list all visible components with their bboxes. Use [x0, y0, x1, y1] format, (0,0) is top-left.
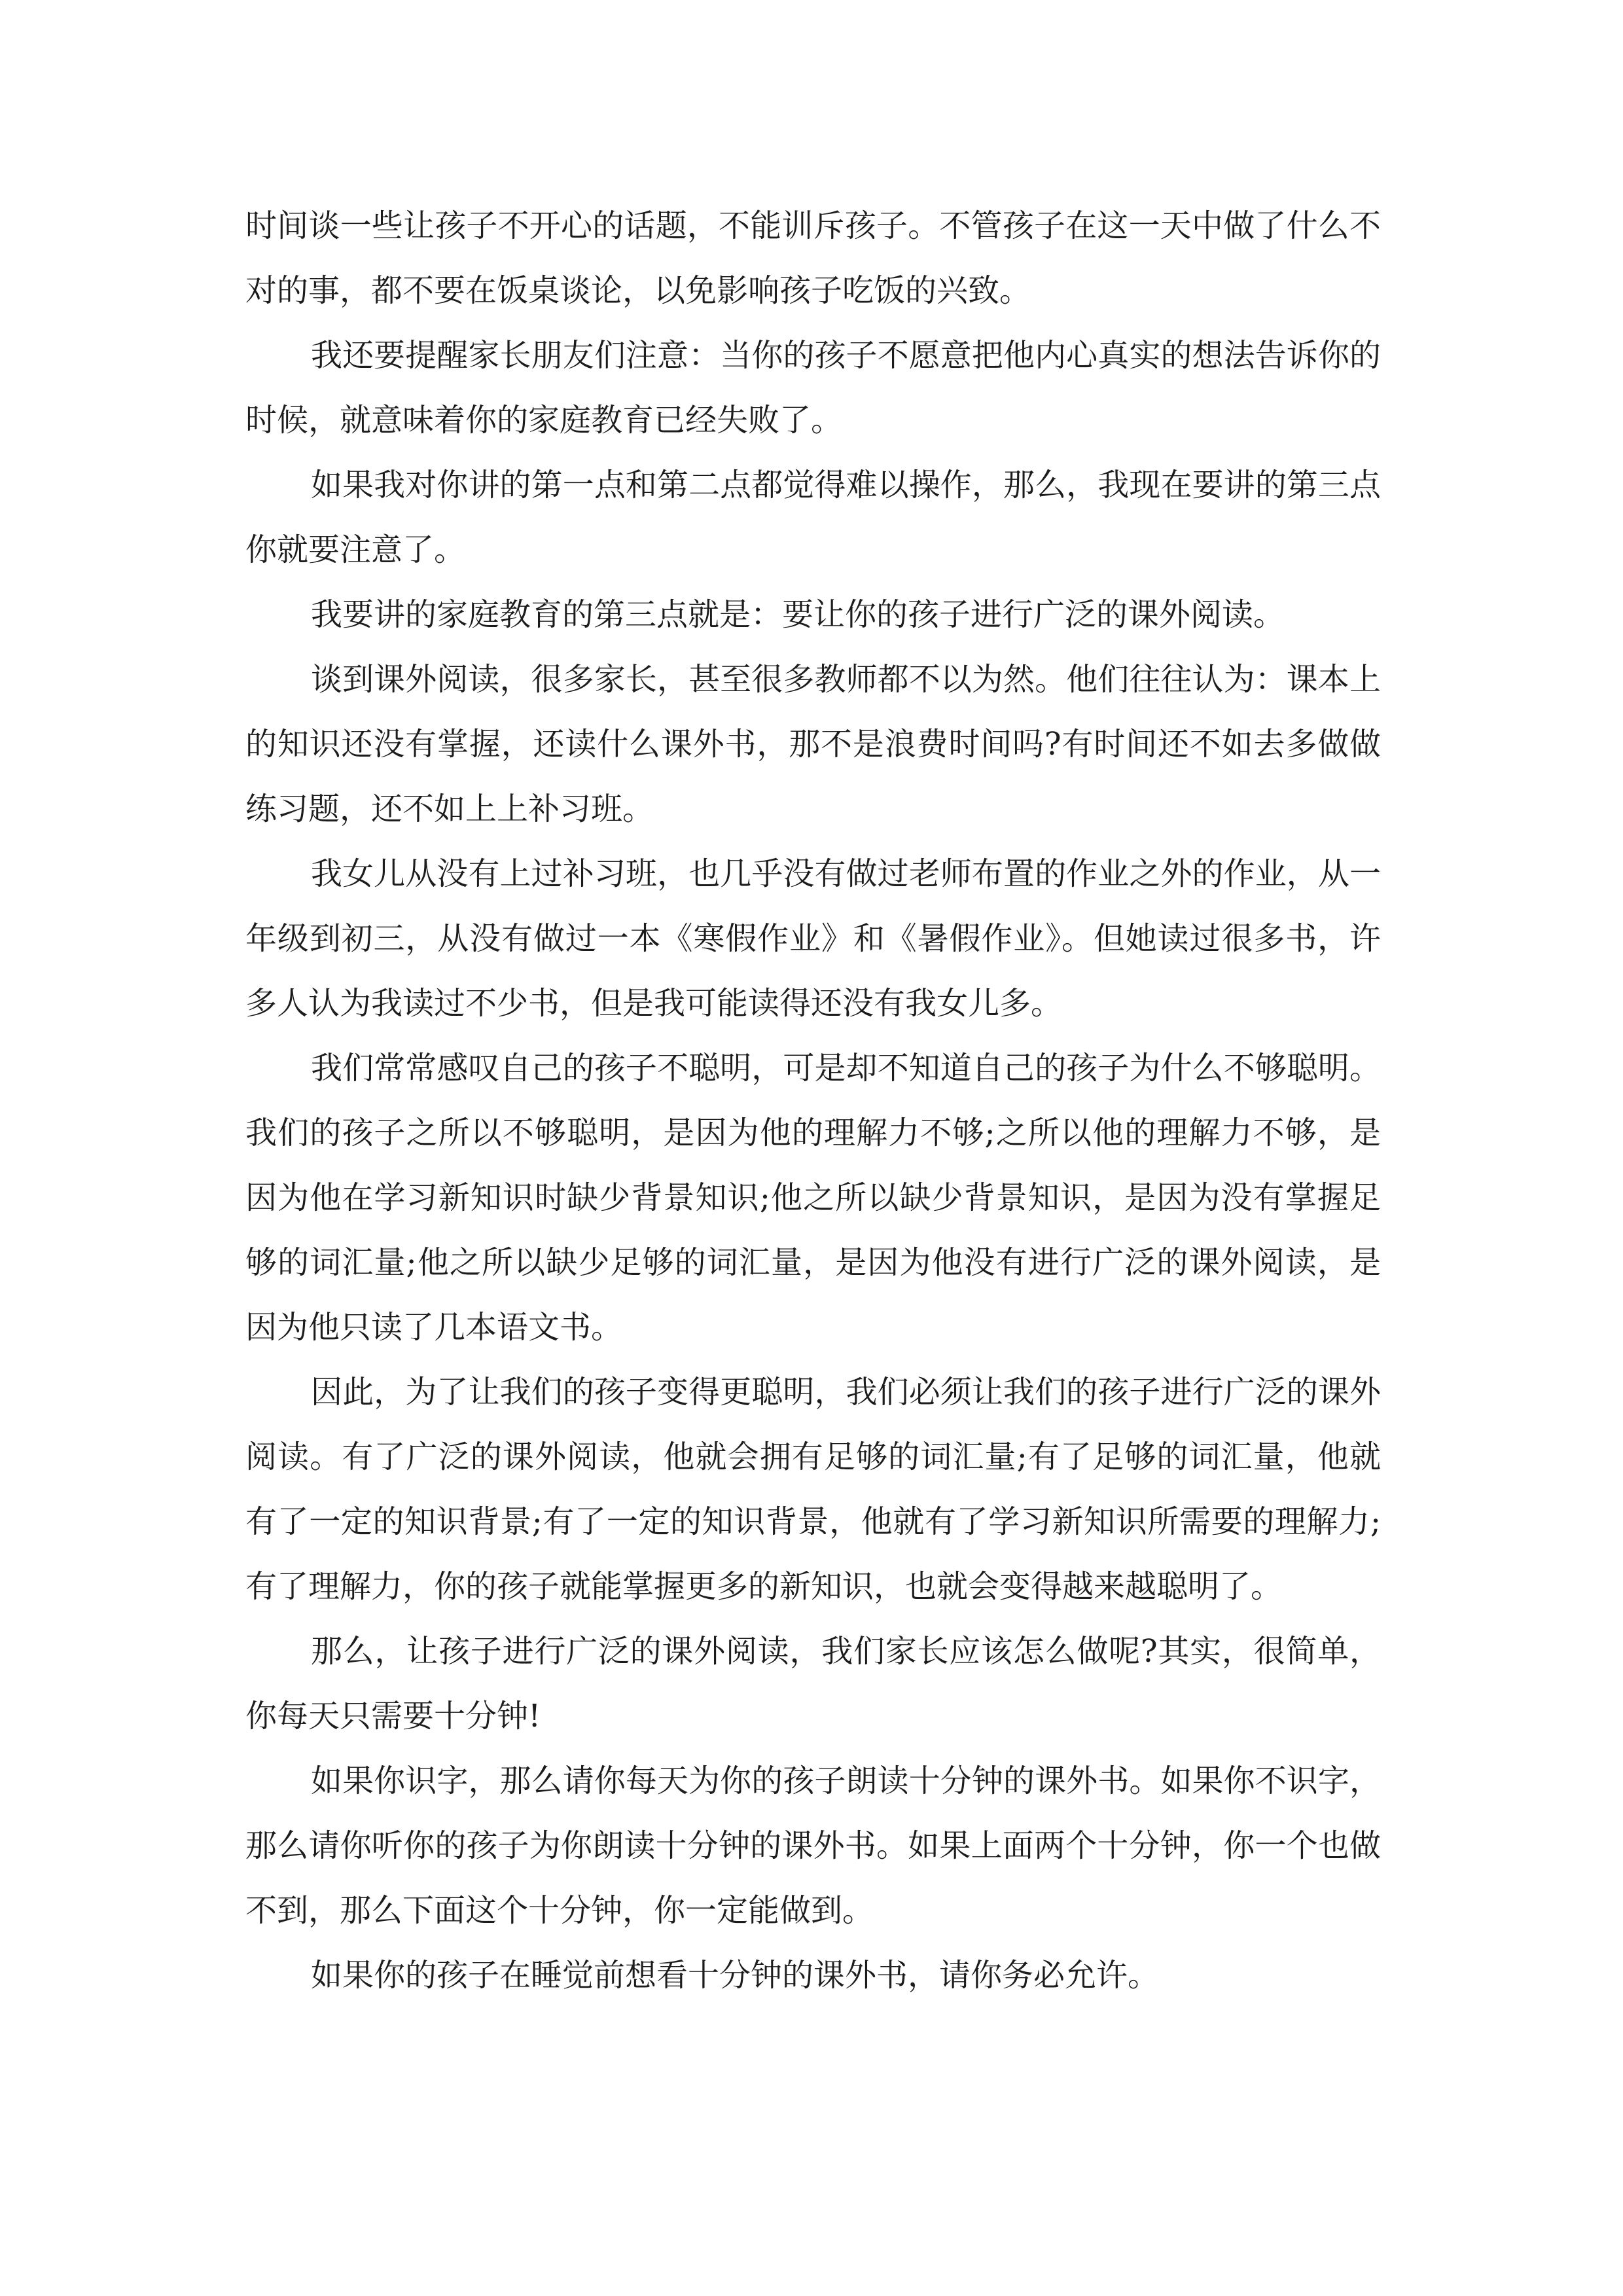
paragraph: 我要讲的家庭教育的第三点就是：要让你的孩子进行广泛的课外阅读。 — [311, 596, 1285, 633]
paragraph: 我女儿从没有上过补习班，也几乎没有做过老师布置的作业之外的作业，从一年级到初三，从没有做过一本《寒假作业》和《暑假作业》。但她读过很多书，许多人认为我读过不少书，但是我可能读得还没有我女儿多。 — [245, 855, 1381, 1022]
paragraph: 那么，让孩子进行广泛的课外阅读，我们家长应该怎么做呢?其实，很简单，你每天只需要十分钟! — [245, 1633, 1381, 1734]
paragraph: 我还要提醒家长朋友们注意：当你的孩子不愿意把他内心真实的想法告诉你的时候，就意味着你的家庭教育已经失败了。 — [245, 337, 1381, 439]
paragraph: 我们常常感叹自己的孩子不聪明，可是却不知道自己的孩子为什么不够聪明。我们的孩子之所以不够聪明，是因为他的理解力不够;之所以他的理解力不够，是因为他在学习新知识时缺少背景知识;他之所以缺少背景知识，是因为没有掌握足够的词汇量;他之所以缺少足够的词汇量，是因为他没有进行广泛的课外阅读，是因为他只读了几本语文书。 — [245, 1050, 1381, 1346]
paragraph: 时间谈一些让孩子不开心的话题，不能训斥孩子。不管孩子在这一天中做了什么不对的事，都不要在饭桌谈论，以免影响孩子吃饭的兴致。 — [245, 207, 1381, 309]
document-body — [245, 194, 1381, 2008]
paragraph: 谈到课外阅读，很多家长，甚至很多教师都不以为然。他们往往认为：课本上的知识还没有掌握，还读什么课外书，那不是浪费时间吗?有时间还不如去多做做练习题，还不如上上补习班。 — [245, 661, 1381, 827]
paragraph: 如果你识字，那么请你每天为你的孩子朗读十分钟的课外书。如果你不识字，那么请你听你的孩子为你朗读十分钟的课外书。如果上面两个十分钟，你一个也做不到，那么下面这个十分钟，你一定能做到。 — [245, 1763, 1381, 1929]
paragraph: 如果我对你讲的第一点和第二点都觉得难以操作，那么，我现在要讲的第三点你就要注意了。 — [245, 467, 1381, 568]
paragraph: 因此，为了让我们的孩子变得更聪明，我们必须让我们的孩子进行广泛的课外阅读。有了广泛的课外阅读，他就会拥有足够的词汇量;有了足够的词汇量，他就有了一定的知识背景;有了一定的知识背景，他就有了学习新知识所需要的理解力;有了理解力，你的孩子就能掌握更多的新知识，也就会变得越来越聪明了。 — [245, 1374, 1381, 1605]
paragraph: 如果你的孩子在睡觉前想看十分钟的课外书，请你务必允许。 — [311, 1957, 1160, 1994]
